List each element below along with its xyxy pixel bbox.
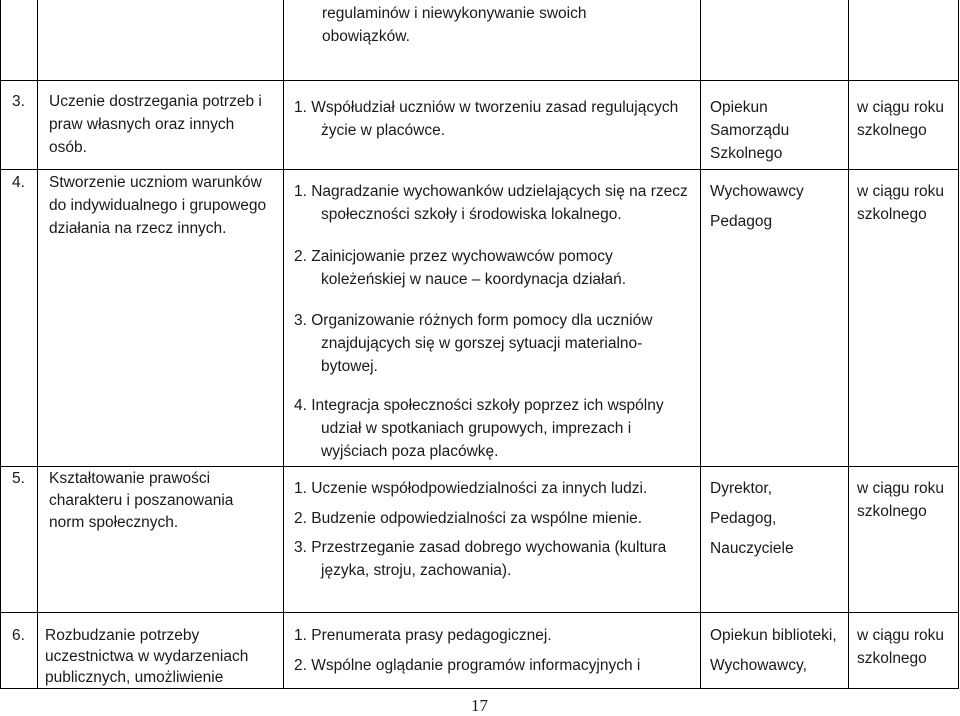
term-line: szkolnego [857, 650, 927, 667]
term-line: szkolnego [857, 503, 927, 520]
row-number: 3. [12, 93, 25, 110]
term-line: szkolnego [857, 122, 927, 139]
table-border-col3 [700, 0, 701, 688]
task-line: 3. Organizowanie różnych form pomocy dla uczniów [294, 312, 653, 329]
task-line: koleżeńskiej w nauce – koordynacja działań. [321, 271, 627, 288]
task-line: znajdujących się w gorszej sytuacji materialno- [321, 335, 643, 352]
table-border-right [958, 0, 959, 688]
task-line: 2. Wspólne oglądanie programów informacyjnych i [294, 657, 641, 674]
goal-line: osób. [49, 139, 87, 156]
term-line: w ciągu roku [857, 627, 945, 644]
responsible-line: Pedagog [710, 213, 773, 230]
responsible-line: Opiekun biblioteki, [710, 627, 837, 644]
task-line: 2. Budzenie odpowiedzialności za wspólne mienie. [294, 510, 643, 527]
responsible-line: Opiekun [710, 99, 768, 116]
responsible-line: Dyrektor, [710, 480, 773, 497]
responsible-line: Szkolnego [710, 145, 783, 162]
top-fragment-line: regulaminów i niewykonywanie swoich [322, 5, 587, 22]
task-line: języka, stroju, zachowania). [321, 562, 512, 579]
goal-line: do indywidualnego i grupowego [49, 197, 267, 214]
task-line: życie w placówce. [321, 122, 446, 139]
task-line: udział w spotkaniach grupowych, imprezach i [321, 420, 632, 437]
term-line: w ciągu roku [857, 99, 945, 116]
task-line: 3. Przestrzeganie zasad dobrego wychowania (kultura [294, 539, 667, 556]
task-line: 1. Współudział uczniów w tworzeniu zasad regulujących [294, 99, 679, 116]
responsible-line: Wychowawcy [710, 183, 804, 200]
responsible-line: Samorządu [710, 122, 790, 139]
responsible-line: Pedagog, [710, 510, 777, 527]
goal-line: norm społecznych. [49, 514, 179, 531]
task-line: 1. Uczenie współodpowiedzialności za innych ludzi. [294, 480, 648, 497]
table-border-left [0, 0, 1, 688]
task-line: 4. Integracja społeczności szkoły poprzez ich wspólny [294, 397, 664, 414]
table-border-col1 [37, 0, 38, 688]
row-number: 5. [12, 470, 25, 487]
term-line: w ciągu roku [857, 480, 945, 497]
table-border-col2 [283, 0, 284, 688]
goal-line: praw własnych oraz innych [49, 116, 235, 133]
row-border-3-top [0, 80, 959, 81]
goal-line: Kształtowanie prawości [49, 470, 211, 487]
task-line: 1. Prenumerata prasy pedagogicznej. [294, 627, 552, 644]
task-line: społeczności szkoły i środowiska lokalnego. [321, 206, 622, 223]
row-number: 4. [12, 174, 25, 191]
row-number: 6. [12, 627, 25, 644]
task-line: 1. Nagradzanie wychowanków udzielających się na rzecz [294, 183, 688, 200]
term-line: szkolnego [857, 206, 927, 223]
goal-line: publicznych, umożliwienie [45, 669, 224, 686]
goal-line: Uczenie dostrzegania potrzeb i [49, 93, 262, 110]
goal-line: działania na rzecz innych. [49, 220, 227, 237]
top-fragment-line: obowiązków. [322, 28, 410, 45]
row-border-6-top [0, 612, 959, 613]
responsible-line: Wychowawcy, [710, 657, 807, 674]
goal-line: uczestnictwa w wydarzeniach [45, 648, 249, 665]
page-number: 17 [471, 696, 488, 715]
goal-line: charakteru i poszanowania [49, 492, 234, 509]
goal-line: Rozbudzanie potrzeby [45, 627, 200, 644]
task-line: 2. Zainicjowanie przez wychowawców pomocy [294, 248, 613, 265]
table-border-col4 [848, 0, 849, 688]
goal-line: Stworzenie uczniom warunków [49, 174, 262, 191]
task-line: bytowej. [321, 358, 378, 375]
term-line: w ciągu roku [857, 183, 945, 200]
responsible-line: Nauczyciele [710, 540, 794, 557]
row-border-4-top [0, 169, 959, 170]
task-line: wyjściach poza placówkę. [321, 443, 499, 460]
